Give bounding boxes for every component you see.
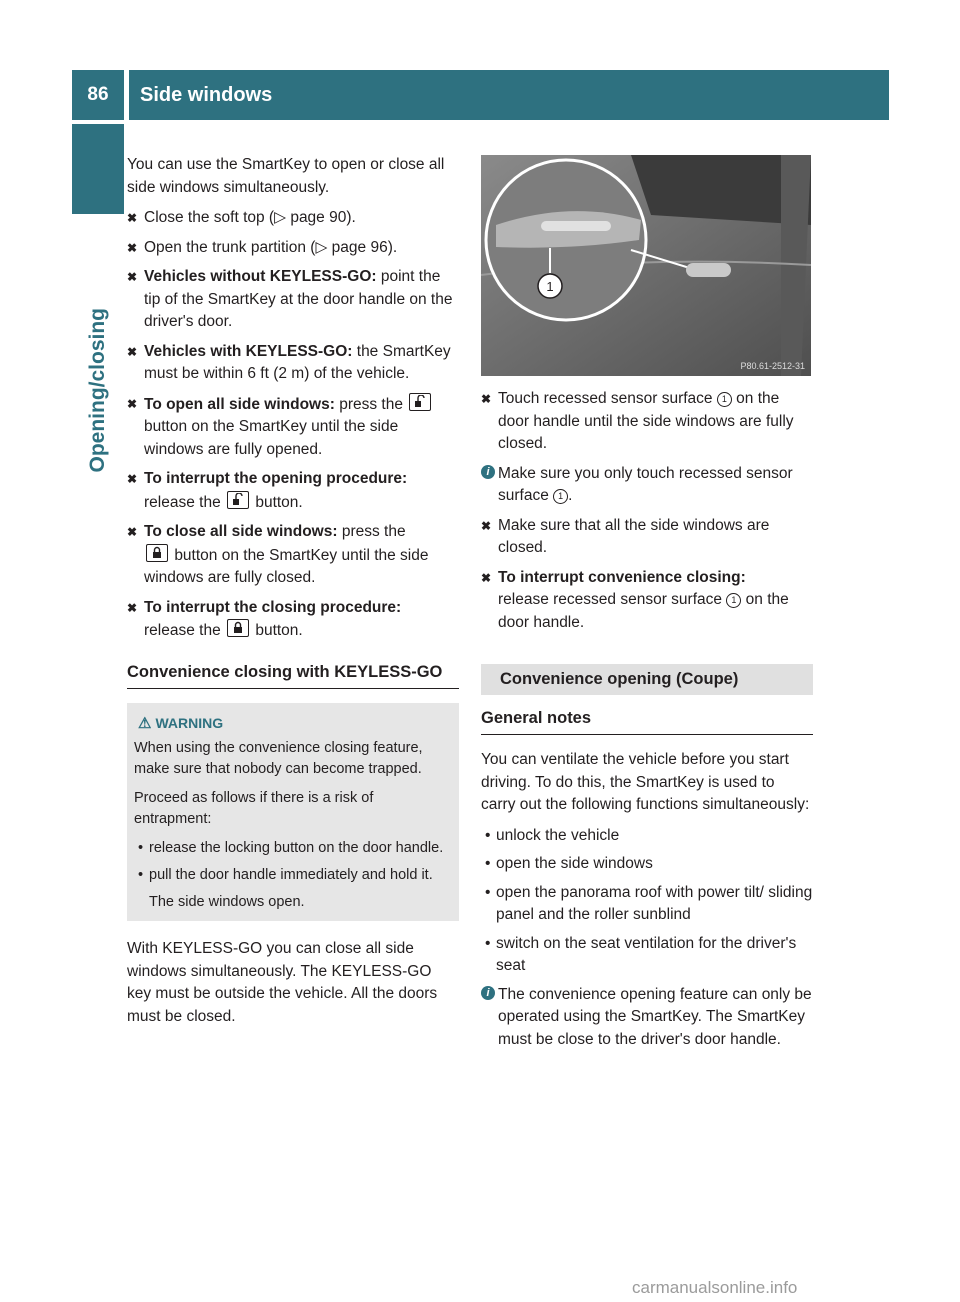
unlock-button-icon	[409, 393, 431, 411]
door-handle-photo	[481, 155, 811, 376]
step: ✖︎ Close the soft top (▷ page 90).	[127, 207, 459, 230]
step-arrow-icon: ✖︎	[481, 392, 492, 406]
warning-text: When using the convenience closing feature, make sure that nobody can become trapped.	[134, 740, 423, 777]
list-item: • switch on the seat ventilation for the driver's seat	[481, 933, 813, 978]
info-icon: i	[481, 986, 495, 1000]
step-check-closed: ✖︎ Make sure that all the side windows are closed.	[481, 516, 770, 556]
step-touch-sensor: ✖︎ Touch recessed sensor surface 1 on the door handle until the side windows are fully closed.	[481, 390, 794, 452]
step-arrow-icon: ✖︎	[481, 570, 492, 585]
step-close-windows: ✖︎ To close all side windows: press the button on the SmartKey until the side windows are fully closed.	[127, 523, 429, 586]
chapter-label: Opening/closing	[86, 307, 109, 473]
list-item: • open the side windows	[481, 853, 813, 876]
intro-text: You can use the SmartKey to open or close all side windows simultaneously.	[127, 156, 445, 196]
step-arrow-icon: ✖︎	[127, 344, 138, 359]
outro-text: With KEYLESS-GO you can close all side windows simultaneously. The KEYLESS-GO key must be outside the vehicle. All the doors must be closed.	[127, 940, 438, 1025]
grey-section-heading: Convenience opening (Coupe)	[481, 664, 813, 695]
warning-title: ⚠︎ WARNING	[138, 715, 224, 732]
list-item: • unlock the vehicle	[481, 825, 813, 848]
step-arrow-icon: ✖︎	[127, 270, 138, 284]
step: ✖︎ Open the trunk partition (▷ page 96).	[127, 237, 459, 260]
callout-1-icon: 1	[726, 593, 741, 608]
step-open-windows: ✖︎ To open all side windows: press the button on the SmartKey until the side windows are fully opened.	[127, 393, 459, 462]
info-note: i Make sure you only touch recessed sensor surface 1 .	[481, 463, 813, 508]
step: ✖︎ Vehicles with KEYLESS-GO: the SmartKey must be within 6 ft (2 m) of the vehicle.	[127, 342, 451, 382]
right-column	[481, 388, 813, 1058]
info-note: i The convenience opening feature can only be operated using the SmartKey. The SmartKey must be close to the driver's door handle.	[481, 984, 813, 1052]
page-number: 86	[72, 70, 124, 120]
sub-heading: General notes	[481, 707, 813, 736]
step-arrow-icon: ✖︎	[481, 518, 492, 533]
callout-1-icon: 1	[717, 392, 732, 407]
warning-bullet: • release the locking button on the door handle.	[134, 838, 452, 859]
step-interrupt-closing: ✖︎ To interrupt the closing procedure: release the button.	[127, 598, 402, 639]
step-arrow-icon: ✖︎	[127, 600, 138, 615]
step-arrow-icon: ✖︎	[127, 396, 138, 411]
callout-1-icon: 1	[553, 489, 568, 504]
lock-button-icon	[146, 544, 168, 562]
step-arrow-icon: ✖︎	[127, 211, 138, 225]
warning-triangle-icon: ⚠︎	[138, 715, 152, 732]
step-interrupt-convenience: ✖︎ To interrupt convenience closing: release recessed sensor surface 1 on the door handle.	[481, 568, 789, 631]
step-interrupt-opening: ✖︎ To interrupt the opening procedure: release the button.	[127, 470, 408, 511]
info-icon: i	[481, 465, 495, 479]
general-notes-text: You can ventilate the vehicle before you start driving. To do this, the SmartKey is used to carry out the following functions simultaneously:	[481, 751, 810, 813]
warning-bullet: • pull the door handle immediately and hold it.	[134, 865, 452, 886]
warning-text: Proceed as follows if there is a risk of entrapment:	[134, 790, 374, 827]
left-column	[127, 154, 459, 1036]
lock-button-icon	[227, 619, 249, 637]
step-arrow-icon: ✖︎	[127, 525, 138, 539]
unlock-button-icon	[227, 491, 249, 509]
step: ✖︎ Vehicles without KEYLESS-GO: point the tip of the SmartKey at the door handle on the driver's door.	[127, 268, 453, 330]
warning-box	[127, 703, 459, 921]
list-item: • open the panorama roof with power tilt/ sliding panel and the roller sunblind	[481, 882, 813, 927]
section-heading: Convenience closing with KEYLESS-GO	[127, 661, 459, 690]
photo-code: P80.61-2512-31	[740, 361, 805, 371]
callout-number: 1	[546, 279, 554, 294]
step-arrow-icon: ✖︎	[127, 472, 138, 486]
chapter-tab	[72, 124, 124, 214]
warning-note: The side windows open.	[149, 894, 305, 910]
watermark: carmanualsonline.info	[632, 1278, 798, 1297]
step-arrow-icon: ✖︎	[127, 240, 138, 255]
page-title: Side windows	[129, 70, 889, 120]
